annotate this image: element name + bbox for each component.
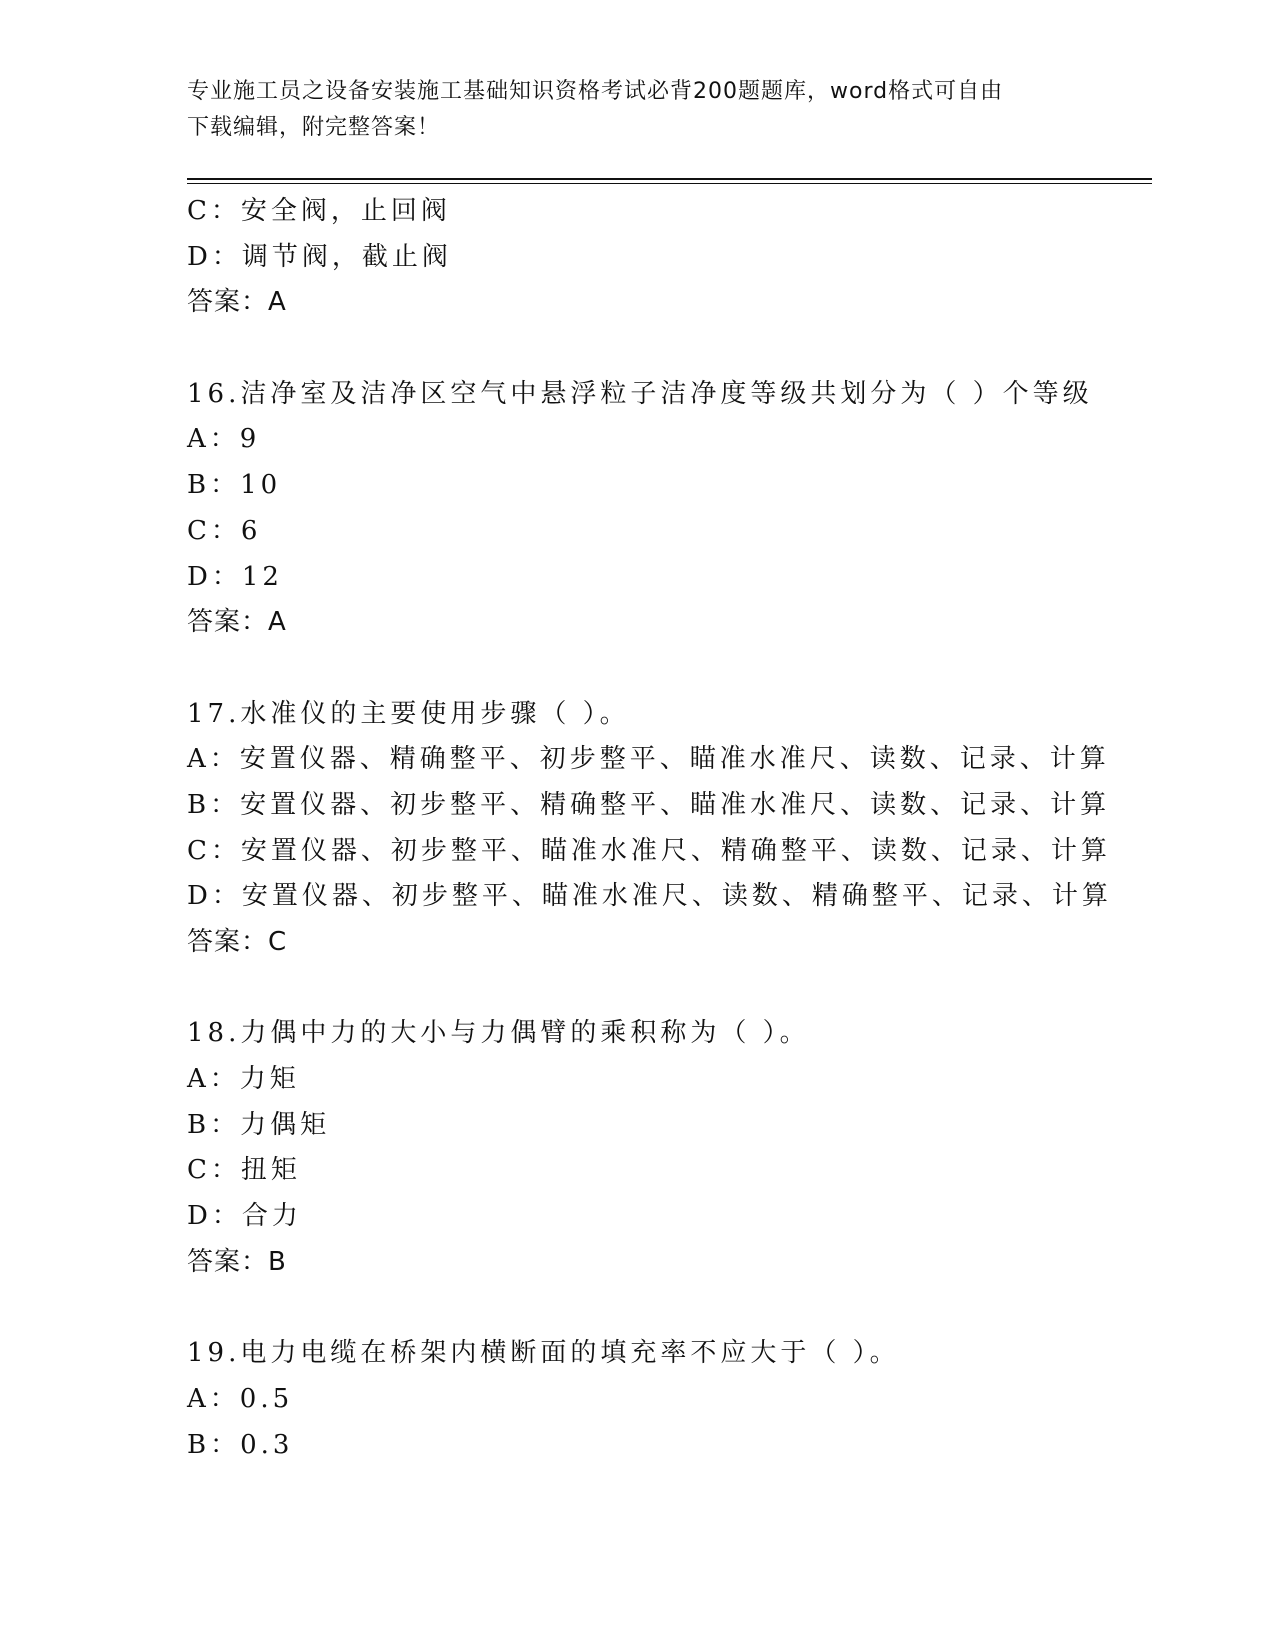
answer: 答案：A: [187, 607, 287, 638]
header-rule-thin: [187, 183, 1152, 184]
option-b: B：10: [187, 470, 282, 501]
spacer: [187, 966, 1152, 1012]
option-a: A：9: [187, 424, 261, 455]
option-b: B：0.3: [187, 1429, 294, 1460]
question-list: [187, 189, 1152, 1468]
option-a: A：安置仪器、精确整平、初步整平、瞄准水准尺、读数、记录、计算: [187, 744, 1110, 775]
spacer: [187, 326, 1152, 372]
option-b: B：安置仪器、初步整平、精确整平、瞄准水准尺、读数、记录、计算: [187, 789, 1111, 820]
spacer: [187, 1286, 1152, 1332]
option-a: A：力矩: [187, 1064, 300, 1095]
question-17: 17.水准仪的主要使用步骤（ ）。: [187, 698, 630, 729]
option-d: D：调节阀，截止阀: [187, 241, 452, 272]
header-rule-thick: [187, 178, 1152, 180]
answer: 答案：A: [187, 287, 287, 318]
option-a: A：0.5: [187, 1383, 294, 1414]
question-16: 16.洁净室及洁净区空气中悬浮粒子洁净度等级共划分为（ ）个等级: [187, 378, 1093, 409]
question-19: 19.电力电缆在桥架内横断面的填充率不应大于（ ）。: [187, 1338, 900, 1369]
answer: 答案：C: [187, 927, 288, 957]
header-title-line-2: 下载编辑，附完整答案！: [187, 115, 441, 140]
document-header: [187, 74, 1067, 146]
answer: 答案：B: [187, 1246, 287, 1277]
spacer: [187, 646, 1152, 692]
question-18: 18.力偶中力的大小与力偶臂的乘积称为（ ）。: [187, 1018, 810, 1049]
option-d: D：合力: [187, 1201, 302, 1232]
option-d: D：安置仪器、初步整平、瞄准水准尺、读数、精确整平、记录、计算: [187, 881, 1112, 912]
header-title-line-1: 专业施工员之设备安装施工基础知识资格考试必背200题题库，word格式可自由: [187, 79, 1004, 104]
option-c: C：安置仪器、初步整平、瞄准水准尺、精确整平、读数、记录、计算: [187, 835, 1111, 866]
option-c: C：安全阀，止回阀: [187, 196, 451, 226]
option-c: C：6: [187, 515, 262, 546]
option-d: D：12: [187, 561, 283, 592]
option-b: B：力偶矩: [187, 1109, 331, 1140]
option-c: C：扭矩: [187, 1155, 301, 1186]
